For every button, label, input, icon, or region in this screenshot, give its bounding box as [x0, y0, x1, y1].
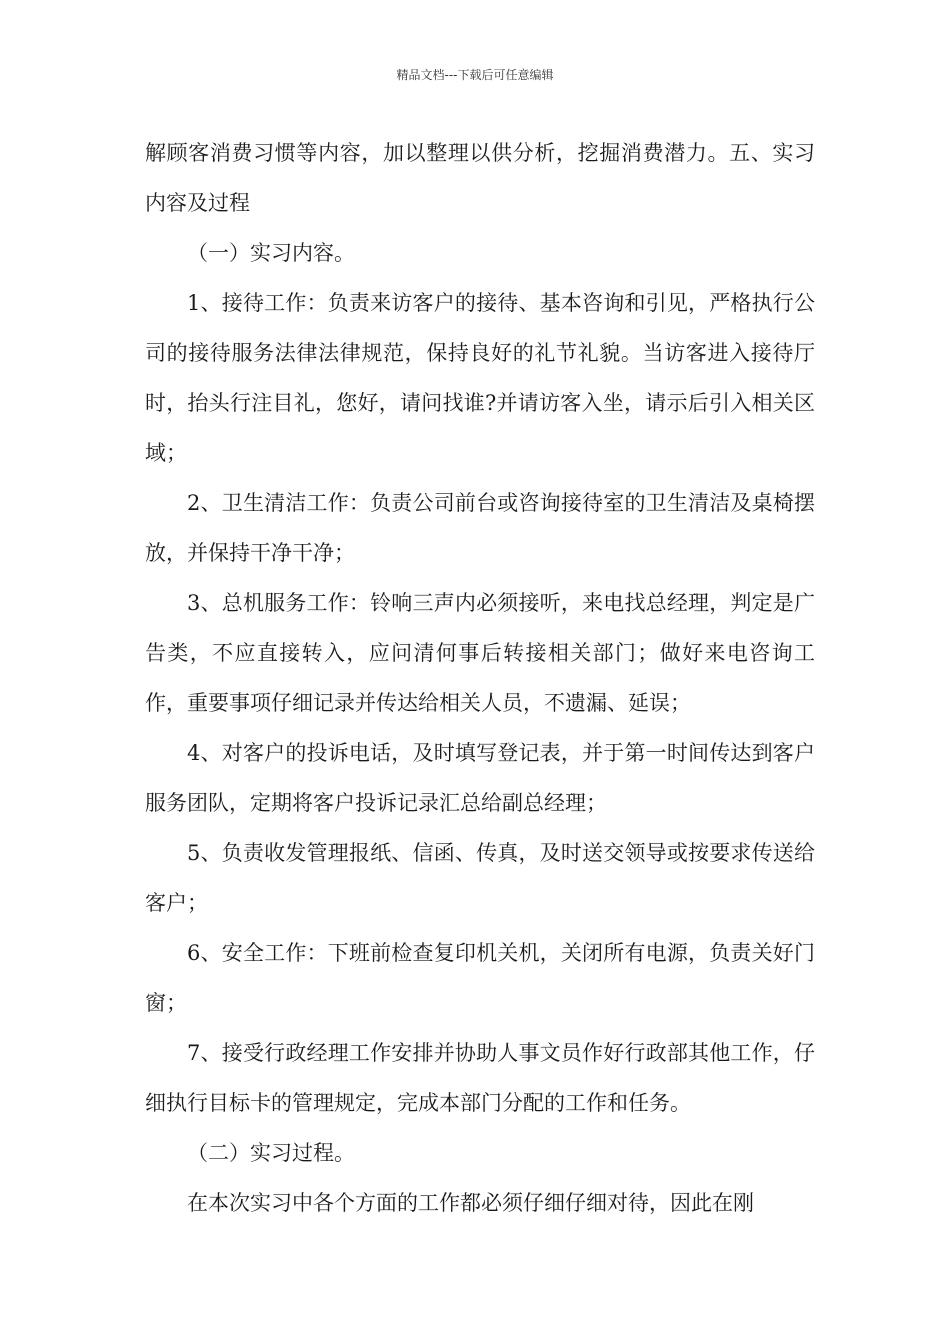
paragraph-intro-continuation: 解顾客消费习惯等内容，加以整理以供分析，挖掘消费潜力。五、实习内容及过程 [145, 141, 815, 215]
list-item-admin-assistance: 7、接受行政经理工作安排并协助人事文员作好行政部其他工作，仔细执行目标卡的管理规定，完成本部门分配的工作和任务。 [145, 1041, 815, 1115]
list-item-cleaning-work: 2、卫生清洁工作：负责公司前台或咨询接待室的卫生清洁及桌椅摆放，并保持干净干净； [145, 491, 815, 565]
page-header: 精品文档---下载后可任意编辑 [396, 68, 554, 82]
list-item-complaint-calls: 4、对客户的投诉电话，及时填写登记表，并于第一时间传达到客户服务团队，定期将客户投诉记录汇总给副总经理； [145, 741, 815, 815]
list-item-safety-work: 6、安全工作：下班前检查复印机关机，关闭所有电源，负责关好门窗； [145, 941, 815, 1015]
paragraph-process-intro: 在本次实习中各个方面的工作都必须仔细仔细对待，因此在刚 [187, 1191, 754, 1215]
section-heading-internship-process: （二）实习过程。 [187, 1141, 355, 1165]
list-item-mail-handling: 5、负责收发管理报纸、信函、传真，及时送交领导或按要求传送给客户； [145, 841, 815, 915]
section-heading-internship-content: （一）实习内容。 [187, 241, 355, 265]
list-item-switchboard-work: 3、总机服务工作：铃响三声内必须接听，来电找总经理，判定是广告类，不应直接转入，应问清何事后转接相关部门；做好来电咨询工作，重要事项仔细记录并传达给相关人员，不遗漏、延误； [145, 591, 815, 715]
list-item-reception-work: 1、接待工作：负责来访客户的接待、基本咨询和引见，严格执行公司的接待服务法律法律规范，保持良好的礼节礼貌。当访客进入接待厅时，抬头行注目礼，您好，请问找谁?并请访客入坐，请示后引入相关区域； [145, 291, 815, 465]
document-body [145, 128, 815, 1228]
